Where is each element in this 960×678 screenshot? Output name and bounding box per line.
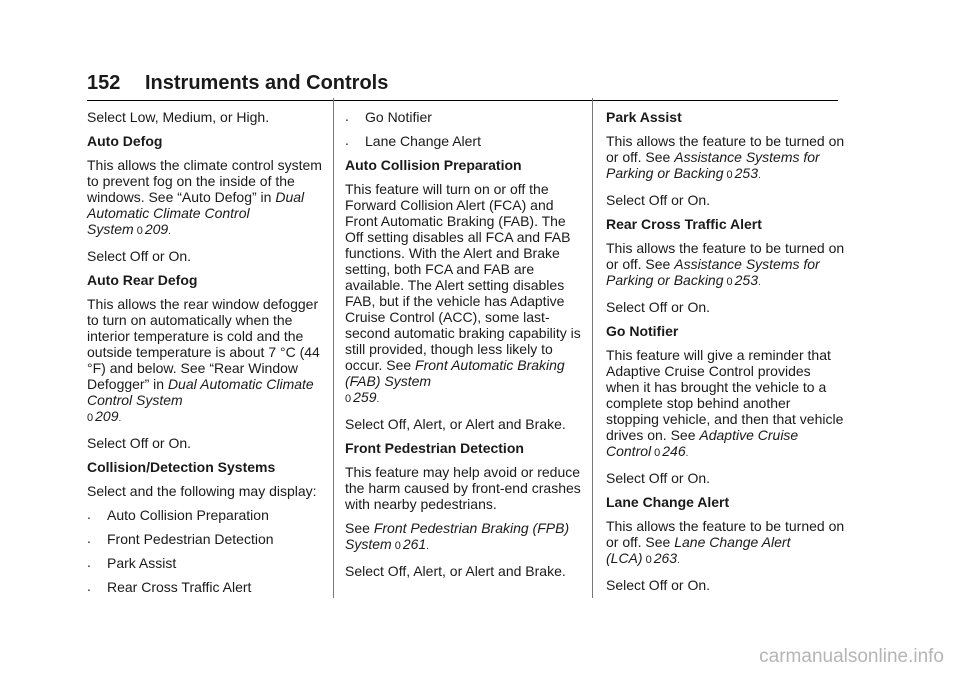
page-reference: 253 [734,165,758,181]
paragraph: This allows the feature to be turned on or off. See Assistance Systems for Parking or Backing 0 253. [606,133,845,181]
page-ref-arrow-icon: 0 [345,393,352,405]
section-heading: Go Notifier [606,323,679,339]
paragraph: Select Off or On. [87,435,192,451]
page-ref-arrow-icon: 0 [394,540,401,552]
list-item: . Go Notifier [345,108,432,125]
section-heading: Auto Collision Preparation [345,157,522,173]
column-1 [87,109,327,603]
bullet-icon: . [345,108,349,124]
paragraph: Select Low, Medium, or High. [87,109,270,125]
bullet-icon: . [87,506,91,522]
paragraph: Select Off or On. [606,470,711,486]
paragraph: This feature will give a reminder that Adaptive Cruise Control provides when it has brought the vehicle to a complete stop behind another stopping vehicle, and then that vehicle drives on. See Adaptive Cruise Control 0 246. [606,347,844,459]
cross-reference: Dual Automatic Climate Control System [87,189,305,237]
paragraph: Select and the following may display: [87,483,317,499]
paragraph: This feature may help avoid or reduce the harm caused by front-end crashes with nearby pedestrians. [345,464,581,512]
bullet-icon: . [345,132,349,148]
cross-reference: Front Automatic Braking (FAB) System [345,357,565,389]
paragraph: Select Off or On. [606,577,711,593]
section-heading: Auto Rear Defog [87,272,198,288]
list-item: . Lane Change Alert [345,132,481,149]
paragraph: This allows the feature to be turned on or off. See Assistance Systems for Parking or Backing 0 253. [606,240,845,288]
bullet-icon: . [87,554,91,570]
watermark: carmanualsonline.info [759,646,944,667]
cross-reference: Adaptive Cruise Control [606,427,799,459]
column-divider [592,98,593,598]
cross-reference: Assistance Systems for Parking or Backing [606,256,820,288]
page-ref-arrow-icon: 0 [87,412,94,424]
section-heading: Park Assist [606,109,682,125]
page-number: 152 [87,72,121,94]
paragraph: This allows the climate control system to prevent fog on the inside of the windows. See “Auto Defog” in Dual Automatic Climate Control System 0 209. [87,157,322,237]
page-ref-arrow-icon: 0 [726,276,733,288]
page-header [87,70,838,101]
page-ref-arrow-icon: 0 [645,554,652,566]
paragraph: This allows the feature to be turned on or off. See Lane Change Alert (LCA) 0 263. [606,518,845,566]
list-item: . Auto Collision Preparation [87,506,269,523]
page-reference: 261 [402,536,427,552]
section-heading: Lane Change Alert [606,494,730,510]
list-item: . Front Pedestrian Detection [87,530,274,547]
page-reference: 209 [95,408,119,424]
list-item: . Park Assist [87,554,177,571]
page-reference: 246 [662,443,686,459]
paragraph: Select Off or On. [606,299,711,315]
bullet-icon: . [87,530,91,546]
page-reference: 259 [353,389,377,405]
cross-reference: Lane Change Alert (LCA) [606,534,791,566]
column-divider [333,98,334,598]
cross-reference: Front Pedestrian Braking (FPB) System [345,520,570,552]
section-heading: Rear Cross Traffic Alert [606,216,762,232]
page-reference: 253 [734,272,758,288]
page-title: Instruments and Controls [145,72,389,94]
column-2 [345,109,585,587]
paragraph: See Front Pedestrian Braking (FPB) System 0 261. [345,520,570,552]
paragraph: This allows the rear window defogger to turn on automatically when the interior temperature is cold and the outside temperature is about 7 °C (44 °F) and below. See “Rear Window Defogger” in Dual Automatic Climate Control System 0 209. [87,296,320,424]
page-ref-arrow-icon: 0 [726,169,733,181]
section-heading: Front Pedestrian Detection [345,440,524,456]
column-3 [606,109,846,601]
paragraph: Select Off, Alert, or Alert and Brake. [345,563,566,579]
section-heading: Collision/Detection Systems [87,459,276,475]
cross-reference: Assistance Systems for Parking or Backing [606,149,820,181]
section-heading: Auto Defog [87,133,163,149]
paragraph: This feature will turn on or off the Forward Collision Alert (FCA) and Front Automatic Braking (FAB). The Off setting disables all FCA and FAB functions. With the Alert and Brake setting, both FCA and FAB are available. The Alert setting disables FAB, but if the vehicle has Adaptive Cruise Control (ACC), some last-second automatic braking capability is still provided, though less likely to occur. See Front Automatic Braking (FAB) System 0 259. [345,181,581,405]
page-reference: 263 [653,550,678,566]
cross-reference: Dual Automatic Climate Control System [87,376,314,408]
page-ref-arrow-icon: 0 [136,225,143,237]
bullet-icon: . [87,578,91,594]
list-item: . Rear Cross Traffic Alert [87,578,252,595]
page-reference: 209 [144,221,169,237]
page-ref-arrow-icon: 0 [654,447,661,459]
paragraph: Select Off, Alert, or Alert and Brake. [345,416,566,432]
paragraph: Select Off or On. [606,192,711,208]
paragraph: Select Off or On. [87,248,192,264]
